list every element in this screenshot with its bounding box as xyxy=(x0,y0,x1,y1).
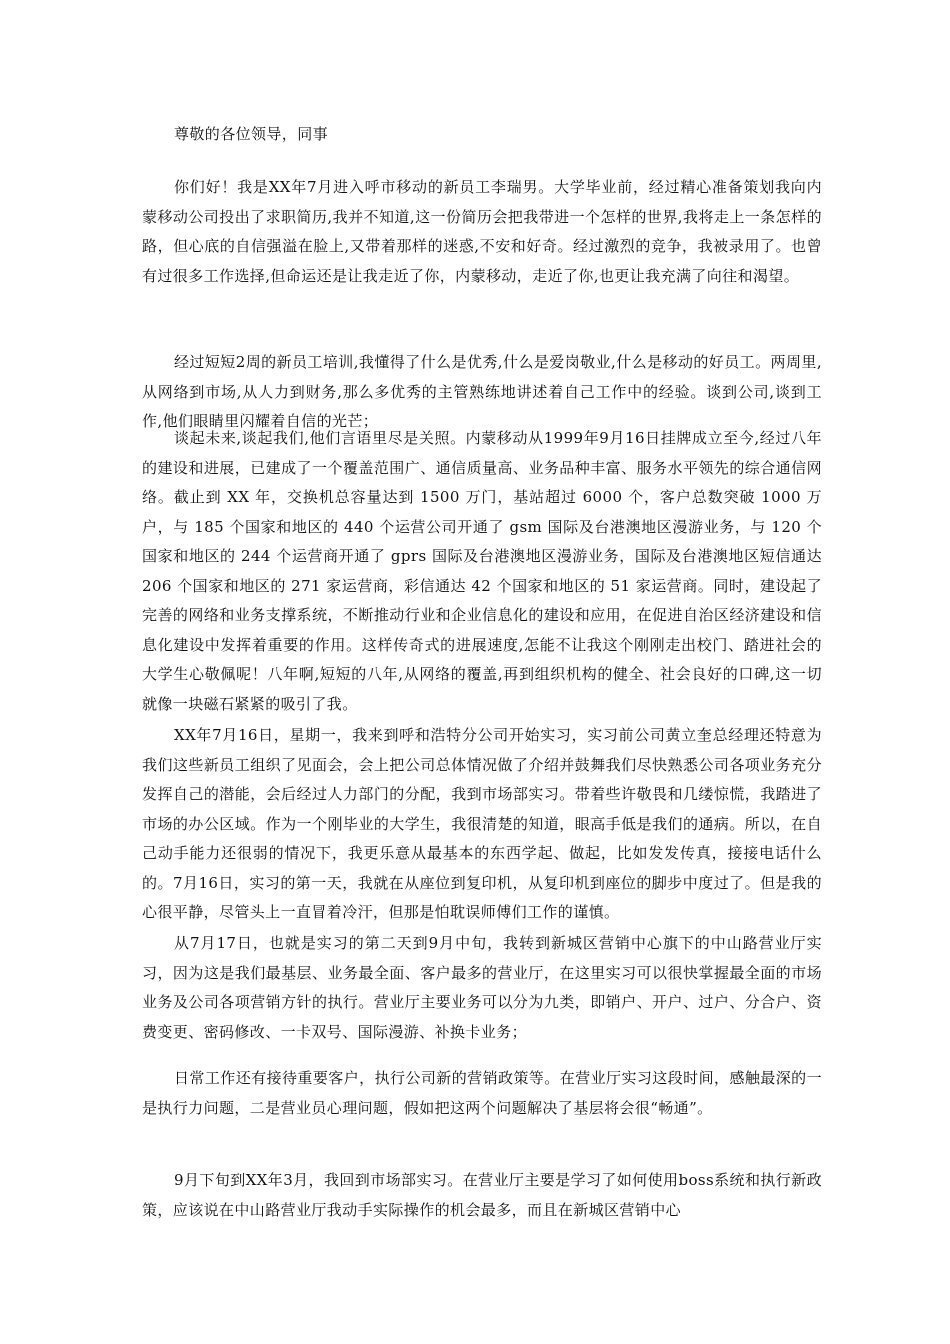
paragraph-text: 你们好！我是XX年7月进入呼市移动的新员工李瑞男。大学毕业前，经过精心准备策划我向内蒙移动公司投出了求职简历,我并不知道,这一份简历会把我带进一个怎样的世界,我将走上一条怎样的路，但心底的自信强溢在脸上,又带着那样的迷惑,不安和好奇。经过激烈的竞争，我被录用了。也曾有过很多工作选择,但命运还是让我走近了你，内蒙移动，走近了你,也更让我充满了向往和渴望。 xyxy=(142,178,822,285)
paragraph-text: 谈起未来,谈起我们,他们言语里尽是关照。内蒙移动从1999年9月16日挂牌成立至今,经过八年的建设和进展，已建成了一个覆盖范围广、通信质量高、业务品种丰富、服务水平领先的综合通信网络。截止到 XX 年，交换机总容量达到 1500 万门，基站超过 6000 个，客户总数突破 1000 万户，与 185 个国家和地区的 440 个运营公司开通了 gsm 国际及台港澳地区漫游业务，与 120 个国家和地区的 244 个运营商开通了 gprs 国际及台港澳地区漫游业务，国际及台港澳地区短信通达 206 个国家和地区的 271 家运营商，彩信通达 42 个国家和地区的 51 家运营商。同时，建设起了完善的网络和业务支撑系统，不断推动行业和企业信息化的建设和应用，在促进自治区经济建设和信息化建设中发挥着重要的作用。这样传奇式的进展速度,怎能不让我这个刚刚走出校门、踏进社会的大学生心敬佩呢！八年啊,短短的八年,从网络的覆盖,再到组织机构的健全、社会良好的口碑,这一切就像一块磁石紧紧的吸引了我。 xyxy=(142,429,822,713)
paragraph-7 xyxy=(142,1166,822,1225)
paragraph-text: 日常工作还有接待重要客户，执行公司新的营销政策等。在营业厅实习这段时间，感触最深的一是执行力问题，二是营业员心理问题，假如把这两个问题解决了基层将会很“畅通”。 xyxy=(142,1069,822,1117)
paragraph-5 xyxy=(142,929,822,1047)
paragraph-text: 从7月17日，也就是实习的第二天到9月中旬，我转到新城区营销中心旗下的中山路营业厅实习，因为这是我们最基层、业务最全面、客户最多的营业厅，在这里实习可以很快掌握最全面的市场业务及公司各项营销方针的执行。营业厅主要业务可以分为九类，即销户、开户、过户、分合户、资费变更、密码修改、一卡双号、国际漫游、补换卡业务； xyxy=(142,934,822,1041)
paragraph-text: 9月下旬到XX年3月，我回到市场部实习。在营业厅主要是学习了如何使用boss系统和执行新政策，应该说在中山路营业厅我动手实际操作的机会最多，而且在新城区营销中心 xyxy=(142,1171,822,1219)
paragraph-3 xyxy=(142,424,822,719)
paragraph-text: 经过短短2周的新员工培训,我懂得了什么是优秀,什么是爱岗敬业,什么是移动的好员工。两周里,从网络到市场,从人力到财务,那么多优秀的主管熟练地讲述着自己工作中的经验。谈到公司,谈到工作,他们眼睛里闪耀着自信的光芒； xyxy=(142,353,822,430)
paragraph-4 xyxy=(142,721,822,928)
paragraph-6 xyxy=(142,1064,822,1123)
greeting-text: 尊敬的各位领导，同事 xyxy=(174,125,329,143)
greeting-line xyxy=(142,120,822,150)
paragraph-1 xyxy=(142,173,822,291)
paragraph-text: XX年7月16日，星期一，我来到呼和浩特分公司开始实习，实习前公司黄立奎总经理还特意为我们这些新员工组织了见面会，会上把公司总体情况做了介绍并鼓舞我们尽快熟悉公司各项业务充分发挥自己的潜能，会后经过人力部门的分配，我到市场部实习。带着些许敬畏和几缕惊慌，我踏进了市场的办公区域。作为一个刚毕业的大学生，我很清楚的知道，眼高手低是我们的通病。所以，在自己动手能力还很弱的情况下，我更乐意从最基本的东西学起、做起，比如发发传真，接接电话什么的。7月16日，实习的第一天，我就在从座位到复印机，从复印机到座位的脚步中度过了。但是我的心很平静，尽管头上一直冒着冷汗，但那是怕耽误师傅们工作的谨慎。 xyxy=(142,726,822,921)
